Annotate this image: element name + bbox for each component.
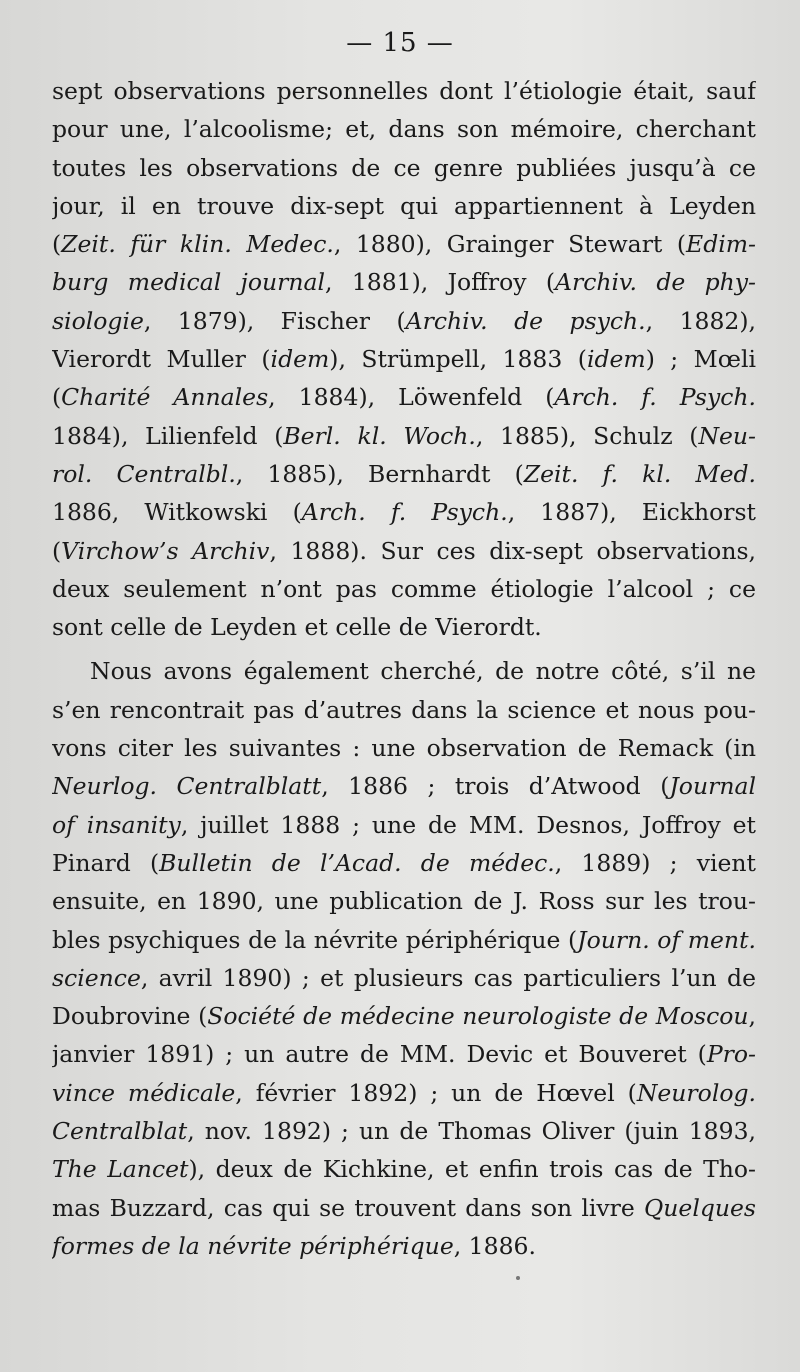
text-segment: , avril 1890) ; et plusieurs cas particuliers l’un de — [140, 963, 756, 992]
text-segment: sept observations personnelles dont l’étiologie était, sauf — [52, 77, 756, 105]
text-line — [52, 1189, 756, 1227]
text-segment: janvier 1891) ; un autre de MM. Devic et Bouveret ( — [52, 1040, 707, 1069]
italic-citation: Zeit. für klin. Medec. — [61, 230, 334, 259]
italic-citation: Archiv. de psych. — [405, 306, 646, 335]
text-segment: , 1886. — [453, 1231, 536, 1260]
italic-citation: idem — [586, 345, 646, 374]
text-line — [52, 806, 756, 844]
italic-citation: Arch. f. Psych. — [554, 383, 756, 412]
italic-citation: vince médicale — [52, 1078, 236, 1107]
text-line — [52, 570, 756, 608]
text-line — [52, 263, 756, 301]
text-segment: , 1885), Schulz ( — [475, 421, 699, 450]
text-line — [52, 110, 756, 148]
text-segment: ( — [52, 230, 62, 259]
text-segment: , juillet 1888 ; une de MM. Desnos, Joffroy et — [180, 810, 756, 839]
text-line — [52, 959, 756, 997]
text-segment: , 1881), Joffroy ( — [325, 268, 556, 297]
text-line — [52, 691, 756, 729]
italic-citation: idem — [270, 345, 330, 374]
italic-citation: Centralblat — [52, 1117, 188, 1146]
text-segment: , 1884), Löwenfeld ( — [268, 383, 555, 412]
text-segment: , 1879), Fischer ( — [143, 306, 406, 335]
italic-citation: Neurlog. Centralblatt — [52, 772, 322, 801]
text-line — [52, 455, 756, 493]
italic-citation: Journal — [669, 772, 756, 801]
text-line — [52, 767, 756, 805]
text-segment: , 1882), — [645, 306, 756, 335]
text-line — [52, 1150, 756, 1188]
text-segment: pour une, l’alcoolisme; et, dans son mémoire, cherchant — [52, 115, 756, 144]
italic-citation: Zeit. f. kl. Med. — [523, 459, 756, 488]
text-segment: Vierordt Muller ( — [52, 345, 271, 374]
text-segment: toutes les observations de ce genre publiées jusqu’à ce — [52, 153, 756, 182]
text-line — [52, 72, 756, 110]
text-line — [52, 882, 756, 920]
text-segment: , 1888). Sur ces dix-sept observations, — [269, 536, 756, 565]
italic-citation: siologie — [52, 306, 144, 335]
text-segment: ( — [52, 536, 62, 565]
italic-citation: Edim- — [686, 230, 756, 259]
text-line — [52, 378, 756, 416]
text-segment: , 1887), Eickhorst — [507, 498, 756, 527]
italic-citation: Pro- — [706, 1040, 756, 1069]
italic-citation: rol. Centralbl. — [52, 459, 236, 488]
text-line — [52, 844, 756, 882]
text-segment: Pinard ( — [52, 848, 160, 877]
text-segment: , — [748, 1002, 756, 1031]
italic-citation: of insanity — [52, 810, 181, 839]
text-segment: s’en rencontrait pas d’autres dans la science et nous pou- — [52, 695, 756, 724]
text-segment: vons citer les suivantes : une observation de Remack (in — [52, 734, 756, 763]
text-segment: , nov. 1892) ; un de Thomas Oliver (juin 1893, — [187, 1117, 756, 1146]
text-segment: , 1889) ; vient — [554, 848, 756, 877]
text-segment: deux seulement n’ont pas comme étiologie l’alcool ; ce — [52, 574, 756, 603]
italic-citation: Arch. f. Psych. — [301, 498, 508, 527]
text-segment: ), deux de Kichkine, et enfin trois cas de Tho- — [188, 1155, 756, 1184]
italic-citation: burg medical journal — [52, 268, 326, 297]
text-segment: 1886, Witkowski ( — [52, 498, 302, 527]
text-segment: jour, il en trouve dix-sept qui appartiennent à Leyden — [52, 191, 756, 220]
text-line — [52, 1227, 756, 1265]
text-line — [52, 1035, 756, 1073]
text-segment: 1884), Lilienfeld ( — [52, 421, 284, 450]
text-line — [52, 493, 756, 531]
text-line — [52, 729, 756, 767]
text-line — [52, 532, 756, 570]
text-line — [52, 652, 756, 690]
text-line — [52, 1074, 756, 1112]
text-line — [52, 417, 756, 455]
text-segment: , février 1892) ; un de Hœvel ( — [235, 1078, 637, 1107]
italic-citation: The Lancet — [52, 1155, 189, 1184]
text-segment: , 1885), Bernhardt ( — [235, 459, 524, 488]
text-line — [52, 225, 756, 263]
body-text — [52, 72, 756, 1265]
text-segment: , 1886 ; trois d’Atwood ( — [321, 772, 670, 801]
text-line — [52, 921, 756, 959]
italic-citation: Neu- — [698, 421, 756, 450]
italic-citation: Bulletin de l’Acad. de médec. — [159, 848, 555, 877]
text-segment: sont celle de Leyden et celle de Vierordt. — [52, 613, 542, 642]
italic-citation: Berl. kl. Woch. — [283, 421, 476, 450]
italic-citation: Archiv. de phy- — [555, 268, 756, 297]
text-segment: ), Strümpell, 1883 ( — [329, 345, 587, 374]
italic-citation: formes de la névrite périphérique — [52, 1231, 454, 1260]
text-segment: ( — [52, 383, 62, 412]
text-line — [52, 187, 756, 225]
ink-speck — [516, 1276, 520, 1280]
text-segment: , 1880), Grainger Stewart ( — [333, 230, 687, 259]
text-segment: ) ; Mœli — [645, 345, 756, 374]
text-segment: bles psychiques de la névrite périphérique ( — [52, 925, 578, 954]
page-number: — 15 — — [346, 28, 454, 58]
italic-citation: science — [52, 963, 141, 992]
text-segment: Nous avons également cherché, de notre côté, s’il ne — [90, 657, 756, 686]
italic-citation: Charité Annales — [61, 383, 269, 412]
italic-citation: Société de médecine neurologiste de Moscou — [207, 1002, 749, 1031]
italic-citation: Neurolog. — [636, 1078, 756, 1107]
text-segment: mas Buzzard, cas qui se trouvent dans son livre — [52, 1193, 645, 1222]
text-segment: Doubrovine ( — [52, 1002, 208, 1031]
text-line — [52, 340, 756, 378]
text-line — [52, 302, 756, 340]
text-line — [52, 1112, 756, 1150]
italic-citation: Journ. of ment. — [577, 925, 756, 954]
text-segment: ensuite, en 1890, une publication de J. Ross sur les trou- — [52, 887, 756, 916]
text-line — [52, 997, 756, 1035]
italic-citation: Quelques — [644, 1193, 756, 1222]
italic-citation: Virchow’s Archiv — [61, 536, 270, 565]
text-line — [52, 149, 756, 187]
text-line — [52, 608, 756, 646]
